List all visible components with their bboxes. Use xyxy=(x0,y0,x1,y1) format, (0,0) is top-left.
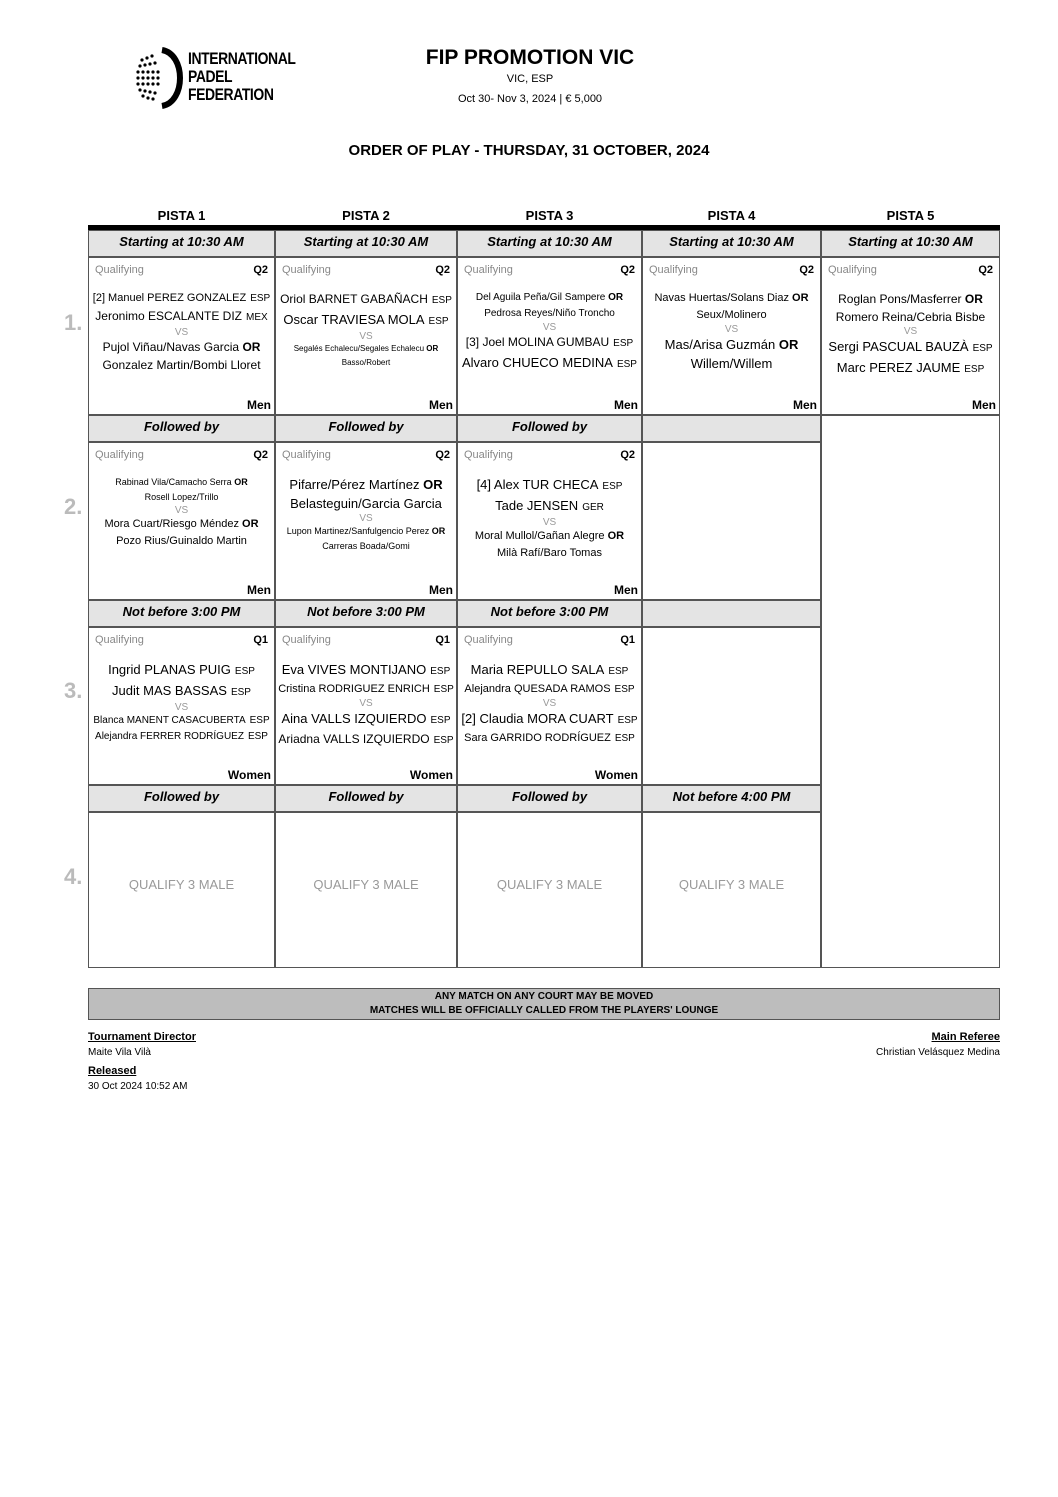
player-line xyxy=(822,308,999,326)
row-number: 2. xyxy=(64,494,83,519)
category-label: Men xyxy=(429,583,453,597)
player-line xyxy=(643,335,820,354)
player-line xyxy=(458,681,641,698)
court-header: PISTA 2 xyxy=(342,208,390,223)
match-cell xyxy=(88,627,275,785)
player-line xyxy=(276,524,456,539)
versus-text: VS xyxy=(542,698,557,709)
or-label: OR xyxy=(608,292,624,303)
player-name: [4] Alex TUR CHECA xyxy=(476,477,599,492)
player-line xyxy=(458,306,641,322)
player-line xyxy=(89,533,274,550)
category-label: Women xyxy=(594,768,638,782)
round-label: Q2 xyxy=(620,264,635,276)
player-name: Pujol Viñau/Navas Garcia xyxy=(102,340,240,354)
versus-text: VS xyxy=(174,327,189,338)
match-players xyxy=(89,290,274,374)
country-code: ESP xyxy=(431,295,452,306)
time-band: Not before 4:00 PM xyxy=(642,785,821,812)
time-band: Starting at 10:30 AM xyxy=(457,230,642,257)
row-number: 4. xyxy=(64,864,83,889)
court-header: PISTA 1 xyxy=(157,208,206,223)
player-line xyxy=(89,713,274,729)
match-players xyxy=(458,290,641,374)
match-placeholder: QUALIFY 3 MALE xyxy=(496,877,603,892)
qualifying-label: Qualifying xyxy=(282,449,331,461)
round-label: Q2 xyxy=(253,264,268,276)
player-line xyxy=(276,660,456,681)
player-line xyxy=(89,681,274,702)
versus-text: VS xyxy=(359,513,373,524)
player-name: Cristina RODRIGUEZ ENRICH xyxy=(278,683,430,695)
player-name: Moral Mullol/Gañan Alegre xyxy=(474,530,605,542)
versus-label xyxy=(89,702,274,713)
country-code: ESP xyxy=(964,364,985,375)
player-line xyxy=(458,660,641,681)
versus-label xyxy=(89,505,274,516)
versus-text: VS xyxy=(542,517,557,528)
qualifying-label: Qualifying xyxy=(282,634,331,646)
player-name: Sara GARRIDO RODRÍGUEZ xyxy=(464,732,611,744)
player-line xyxy=(276,342,456,356)
player-name: Pozo Rius/Guinaldo Martin xyxy=(116,535,247,547)
versus-label xyxy=(276,513,456,524)
match-players xyxy=(276,290,456,370)
player-line xyxy=(822,358,999,379)
player-line xyxy=(643,307,820,324)
match-cell xyxy=(88,257,275,415)
player-line xyxy=(458,333,641,353)
versus-text: VS xyxy=(542,322,557,333)
time-band: Not before 3:00 PM xyxy=(275,600,457,627)
player-name: Tade JENSEN xyxy=(495,498,579,513)
player-name: Sergi PASCUAL BAUZÀ xyxy=(828,339,969,354)
versus-text: VS xyxy=(903,326,918,337)
player-line xyxy=(276,356,456,370)
category-label: Men xyxy=(614,398,638,412)
order-of-play-heading: ORDER OF PLAY - THURSDAY, 31 OCTOBER, 2024 xyxy=(348,142,710,159)
match-cell xyxy=(457,627,642,785)
country-code: ESP xyxy=(430,666,451,677)
country-code: ESP xyxy=(614,684,635,695)
court-header: PISTA 4 xyxy=(707,208,756,223)
player-name: Alvaro CHUECO MEDINA xyxy=(462,355,613,370)
court-header: PISTA 5 xyxy=(886,208,935,223)
versus-text: VS xyxy=(359,698,373,709)
player-line xyxy=(89,729,274,745)
qualifying-label: Qualifying xyxy=(282,264,331,276)
time-band: Starting at 10:30 AM xyxy=(275,230,457,257)
qualifying-label: Qualifying xyxy=(95,264,144,276)
player-name: Ingrid PLANAS PUIG xyxy=(108,662,231,677)
match-cell xyxy=(642,257,821,415)
player-name: Willem/Willem xyxy=(690,356,773,371)
country-code: ESP xyxy=(972,343,993,354)
player-name: Del Aguila Peña/Gil Sampere xyxy=(475,292,606,303)
or-label: OR xyxy=(964,292,983,306)
player-name: Ariadna VALLS IZQUIERDO xyxy=(278,732,430,746)
player-line xyxy=(458,475,641,496)
player-line xyxy=(458,496,641,517)
match-cell xyxy=(275,442,457,600)
versus-text: VS xyxy=(359,331,373,342)
time-band: Starting at 10:30 AM xyxy=(642,230,821,257)
match-cell xyxy=(275,627,457,785)
or-label: OR xyxy=(792,292,809,304)
player-name: Seux/Molinero xyxy=(696,309,767,321)
country-code: ESP xyxy=(433,684,454,695)
player-line xyxy=(276,539,456,554)
time-band: Followed by xyxy=(88,415,275,442)
match-players xyxy=(89,660,274,745)
player-name: Mora Cuart/Riesgo Méndez xyxy=(104,518,239,530)
notice-line: ANY MATCH ON ANY COURT MAY BE MOVED xyxy=(434,991,654,1002)
empty-slot xyxy=(642,442,821,600)
player-name: Rosell Lopez/Trillo xyxy=(144,492,219,502)
or-label: OR xyxy=(234,477,248,487)
match-cell xyxy=(88,812,275,968)
time-band: Followed by xyxy=(88,785,275,812)
time-band: Followed by xyxy=(457,785,642,812)
country-code: GER xyxy=(582,502,604,513)
logo-text: INTERNATIONAL PADEL FEDERATION xyxy=(188,49,296,104)
country-code: ESP xyxy=(614,733,635,744)
versus-label xyxy=(276,331,456,342)
match-cell xyxy=(88,442,275,600)
released-value: 30 Oct 2024 10:52 AM xyxy=(88,1081,188,1092)
player-name: Jeronimo ESCALANTE DIZ xyxy=(95,309,243,323)
match-players xyxy=(276,660,456,750)
empty-slot xyxy=(821,415,1000,968)
player-name: Mas/Arisa Guzmán xyxy=(664,337,776,352)
row-number: 3. xyxy=(64,678,83,703)
player-name: Eva VIVES MONTIJANO xyxy=(281,662,427,677)
round-label: Q1 xyxy=(435,634,450,646)
player-line xyxy=(89,475,274,490)
match-cell xyxy=(457,442,642,600)
player-name: Milà Rafí/Baro Tomas xyxy=(497,547,602,559)
tournament-dates: Oct 30- Nov 3, 2024 | € 5,000 xyxy=(457,93,603,105)
time-band: Not before 3:00 PM xyxy=(88,600,275,627)
row-number: 1. xyxy=(64,310,83,335)
tournament-location: VIC, ESP xyxy=(506,73,554,85)
category-label: Women xyxy=(409,768,453,782)
country-code: ESP xyxy=(249,715,270,726)
country-code: ESP xyxy=(602,481,623,492)
qualifying-label: Qualifying xyxy=(464,449,513,461)
versus-label xyxy=(458,698,641,709)
player-line xyxy=(276,730,456,750)
player-line xyxy=(276,475,456,494)
player-name: Roglan Pons/Masferrer xyxy=(838,292,962,306)
empty-slot xyxy=(642,627,821,785)
player-name: Gonzalez Martin/Bombi Lloret xyxy=(102,358,261,372)
versus-text: VS xyxy=(174,702,189,713)
versus-label xyxy=(458,517,641,528)
player-name: Romero Reina/Cebria Bisbe xyxy=(835,310,986,324)
player-line xyxy=(276,709,456,730)
player-line xyxy=(276,494,456,513)
player-name: Rabinad Vila/Camacho Serra xyxy=(115,477,232,487)
round-label: Q2 xyxy=(435,449,450,461)
time-band xyxy=(642,415,821,442)
time-band: Followed by xyxy=(275,785,457,812)
or-label: OR xyxy=(242,340,261,354)
country-code: ESP xyxy=(616,359,637,370)
country-code: ESP xyxy=(428,316,449,327)
round-label: Q2 xyxy=(799,264,814,276)
player-line xyxy=(276,681,456,698)
released-label: Released xyxy=(88,1065,137,1077)
match-cell xyxy=(457,812,642,968)
qualifying-label: Qualifying xyxy=(464,634,513,646)
match-cell xyxy=(457,257,642,415)
director-name: Maite Vila Vilà xyxy=(88,1047,151,1058)
match-players xyxy=(89,475,274,550)
player-line xyxy=(643,290,820,307)
player-name: Pifarre/Pérez Martínez xyxy=(289,477,420,492)
category-label: Men xyxy=(429,398,453,412)
player-name: Belasteguin/Garcia Garcia xyxy=(290,496,442,511)
match-players xyxy=(458,660,641,747)
or-label: OR xyxy=(423,477,443,492)
player-name: Judit MAS BASSAS xyxy=(112,683,227,698)
player-line xyxy=(89,338,274,356)
country-code: ESP xyxy=(234,666,255,677)
country-code: MEX xyxy=(246,312,268,323)
country-code: ESP xyxy=(608,666,629,677)
player-line xyxy=(89,290,274,307)
time-band: Followed by xyxy=(275,415,457,442)
player-name: Aina VALLS IZQUIERDO xyxy=(281,711,427,726)
player-line xyxy=(276,310,456,331)
player-line xyxy=(643,354,820,373)
country-code: ESP xyxy=(430,715,451,726)
player-name: Carreras Boada/Gomi xyxy=(322,541,410,551)
qualifying-label: Qualifying xyxy=(464,264,513,276)
player-name: [2] Claudia MORA CUART xyxy=(461,711,614,726)
round-label: Q2 xyxy=(435,264,450,276)
category-label: Men xyxy=(247,583,271,597)
player-name: Blanca MANENT CASACUBERTA xyxy=(93,715,246,726)
player-line xyxy=(458,353,641,374)
category-label: Women xyxy=(227,768,271,782)
player-line xyxy=(89,516,274,533)
player-line xyxy=(458,730,641,747)
category-label: Men xyxy=(614,583,638,597)
time-band xyxy=(642,600,821,627)
player-line xyxy=(458,709,641,730)
player-name: Oscar TRAVIESA MOLA xyxy=(283,312,425,327)
round-label: Q2 xyxy=(253,449,268,461)
country-code: ESP xyxy=(613,338,634,349)
time-band: Not before 3:00 PM xyxy=(457,600,642,627)
category-label: Men xyxy=(247,398,271,412)
versus-label xyxy=(89,327,274,338)
player-line xyxy=(822,337,999,358)
player-line xyxy=(822,290,999,308)
versus-label xyxy=(276,698,456,709)
or-label: OR xyxy=(778,337,799,352)
player-line xyxy=(458,290,641,306)
versus-text: VS xyxy=(724,324,739,335)
qualifying-label: Qualifying xyxy=(828,264,877,276)
player-line xyxy=(89,356,274,374)
versus-label xyxy=(643,324,820,335)
player-name: Alejandra FERRER RODRÍGUEZ xyxy=(95,731,244,742)
round-label: Q1 xyxy=(253,634,268,646)
country-code: ESP xyxy=(617,715,638,726)
logo-emblem-icon xyxy=(134,46,190,110)
versus-label xyxy=(822,326,999,337)
player-line xyxy=(458,528,641,545)
country-code: ESP xyxy=(230,687,251,698)
player-line xyxy=(276,290,456,310)
court-header: PISTA 3 xyxy=(525,208,574,223)
player-line xyxy=(89,660,274,681)
or-label: OR xyxy=(426,344,439,353)
header-rule xyxy=(88,225,1000,230)
qualifying-label: Qualifying xyxy=(649,264,698,276)
match-cell xyxy=(821,257,1000,415)
match-cell xyxy=(275,257,457,415)
time-band: Followed by xyxy=(457,415,642,442)
player-name: Navas Huertas/Solans Diaz xyxy=(654,292,789,304)
match-placeholder: QUALIFY 3 MALE xyxy=(128,877,235,892)
versus-label xyxy=(458,322,641,333)
time-band: Starting at 10:30 AM xyxy=(88,230,275,257)
or-label: OR xyxy=(607,530,625,542)
or-label: OR xyxy=(431,526,446,536)
country-code: ESP xyxy=(433,735,454,746)
player-line xyxy=(89,307,274,327)
match-players xyxy=(458,475,641,562)
player-line xyxy=(89,490,274,505)
director-label: Tournament Director xyxy=(88,1031,196,1043)
versus-text: VS xyxy=(174,505,189,516)
qualifying-label: Qualifying xyxy=(95,634,144,646)
qualifying-label: Qualifying xyxy=(95,449,144,461)
player-name: Lupon Martinez/Sanfulgencio Perez xyxy=(286,526,430,536)
player-line xyxy=(458,545,641,562)
player-name: [2] Manuel PEREZ GONZALEZ xyxy=(92,292,247,304)
player-name: Maria REPULLO SALA xyxy=(470,662,605,677)
player-name: Segalés Echalecu/Segales Echalecu xyxy=(293,344,425,353)
referee-label: Main Referee xyxy=(931,1031,1000,1043)
match-cell xyxy=(642,812,821,968)
player-name: Marc PEREZ JAUME xyxy=(836,360,961,375)
player-name: Pedrosa Reyes/Niño Troncho xyxy=(484,308,615,319)
match-placeholder: QUALIFY 3 MALE xyxy=(678,877,785,892)
round-label: Q2 xyxy=(978,264,993,276)
match-players xyxy=(643,290,820,373)
match-players xyxy=(822,290,999,379)
match-players xyxy=(276,475,456,554)
player-name: [3] Joel MOLINA GUMBAU xyxy=(465,335,610,349)
category-label: Men xyxy=(972,398,996,412)
referee-name: Christian Velásquez Medina xyxy=(876,1047,1000,1058)
player-name: Oriol BARNET GABAÑACH xyxy=(280,292,428,306)
notice-line: MATCHES WILL BE OFFICIALLY CALLED FROM THE PLAYERS' LOUNGE xyxy=(369,1005,719,1016)
tournament-title: FIP PROMOTION VIC xyxy=(425,46,635,69)
or-label: OR xyxy=(242,518,259,530)
time-band: Starting at 10:30 AM xyxy=(821,230,1000,257)
category-label: Men xyxy=(793,398,817,412)
player-name: Basso/Robert xyxy=(341,358,391,367)
country-code: ESP xyxy=(247,731,268,742)
match-cell xyxy=(275,812,457,968)
player-name: Alejandra QUESADA RAMOS xyxy=(464,683,611,695)
round-label: Q2 xyxy=(620,449,635,461)
round-label: Q1 xyxy=(620,634,635,646)
notice-banner xyxy=(88,988,1000,1020)
country-code: ESP xyxy=(250,293,271,304)
match-placeholder: QUALIFY 3 MALE xyxy=(313,877,419,892)
